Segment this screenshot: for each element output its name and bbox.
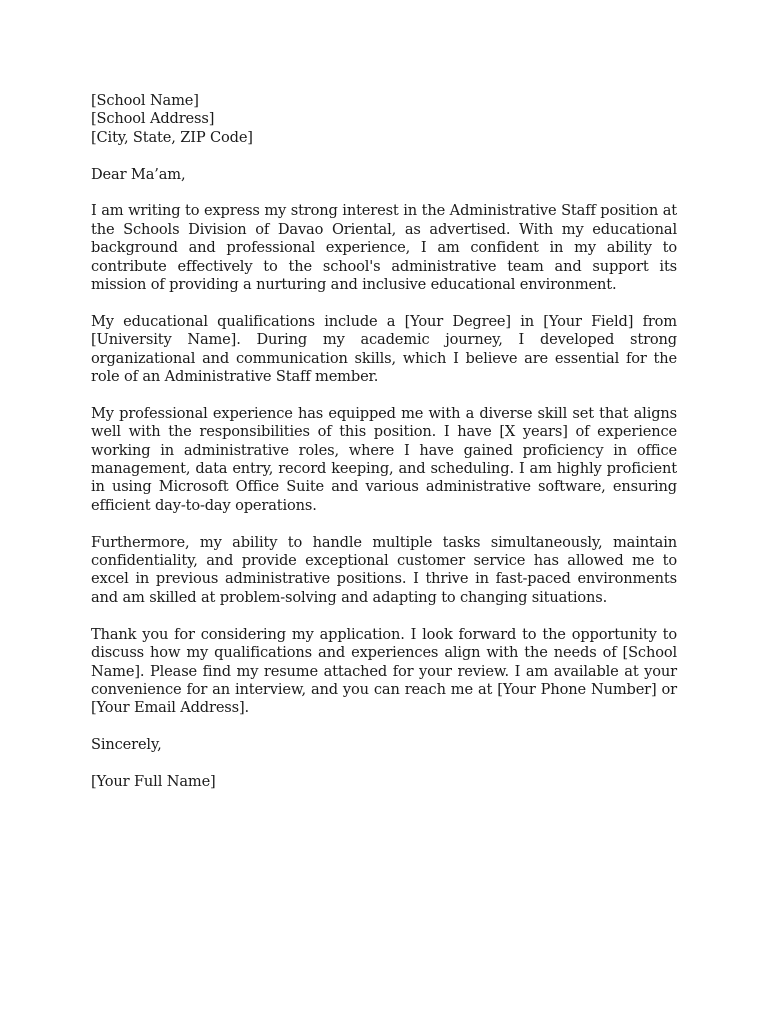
paragraph-conclusion: Thank you for considering my application. I look forward to the opportunity to discuss how my qualifications and experiences align with the needs of [School Name]. Please find my resume attached for your review. I am available at your convenience for an interview, and you can reach me at [Your Phone Number] or [Your Email Address]. xyxy=(91,625,677,717)
address-line-city-state-zip: [City, State, ZIP Code] xyxy=(91,128,253,146)
paragraph-skills: Furthermore, my ability to handle multiple tasks simultaneously, maintain confidentiality, and provide exceptional customer service has allowed me to excel in previous administrative positions. I thrive in fast-paced environments and am skilled at problem-solving and adapting to changing situations. xyxy=(91,533,677,606)
address-line-school-address: [School Address] xyxy=(91,110,215,128)
address-line-school-name: [School Name] xyxy=(91,92,199,109)
cover-letter xyxy=(91,92,677,791)
closing: Sincerely, xyxy=(91,736,162,754)
recipient-address xyxy=(91,92,677,147)
signature-name: [Your Full Name] xyxy=(91,772,216,790)
paragraph-introduction: I am writing to express my strong interest in the Administrative Staff position at the Schools Division of Davao Oriental, as advertised. With my educational background and professional experience, I am confident in my ability to contribute effectively to the school's administrative team and support its mission of providing a nurturing and inclusive educational environment. xyxy=(91,202,677,294)
salutation: Dear Ma’am, xyxy=(91,165,186,183)
paragraph-experience: My professional experience has equipped me with a diverse skill set that aligns well with the responsibilities of this position. I have [X years] of experience working in administrative roles, where I have gained proficiency in office management, data entry, record keeping, and scheduling. I am highly proficient in using Microsoft Office Suite and various administrative software, ensuring efficient day-to-day operations. xyxy=(91,404,677,514)
paragraph-education: My educational qualifications include a [Your Degree] in [Your Field] from [University Name]. During my academic journey, I developed strong organizational and communication skills, which I believe are essential for the role of an Administrative Staff member. xyxy=(91,312,677,386)
